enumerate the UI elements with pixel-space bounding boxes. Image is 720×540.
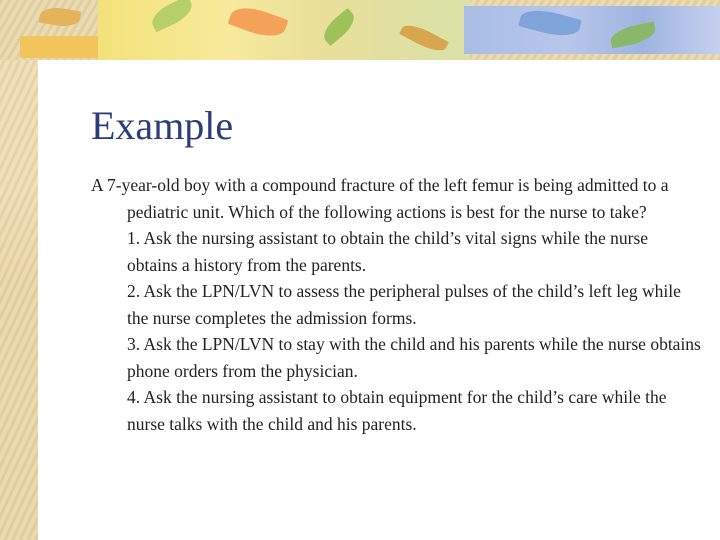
answer-option-4: 4. Ask the nursing assistant to obtain equipment for the child’s care while the nurse talks with the child and his parents.: [127, 387, 667, 434]
left-texture-strip: [0, 0, 38, 540]
question-text: A 7-year-old boy with a compound fracture of the left femur is being admitted to a pediatric unit. Which of the following actions is best for the nurse to take?: [91, 175, 669, 222]
answer-option-3: 3. Ask the LPN/LVN to stay with the child and his parents while the nurse obtains phone orders from the physician.: [127, 334, 701, 381]
slide-title: Example: [91, 103, 234, 148]
answer-option-2: 2. Ask the LPN/LVN to assess the peripheral pulses of the child’s left leg while the nurse completes the admission forms.: [127, 281, 681, 328]
answer-option-1: 1. Ask the nursing assistant to obtain the child’s vital signs while the nurse obtains a history from the parents.: [127, 228, 649, 275]
slide-body: [91, 172, 701, 437]
banner-floral-blue: [464, 6, 720, 54]
